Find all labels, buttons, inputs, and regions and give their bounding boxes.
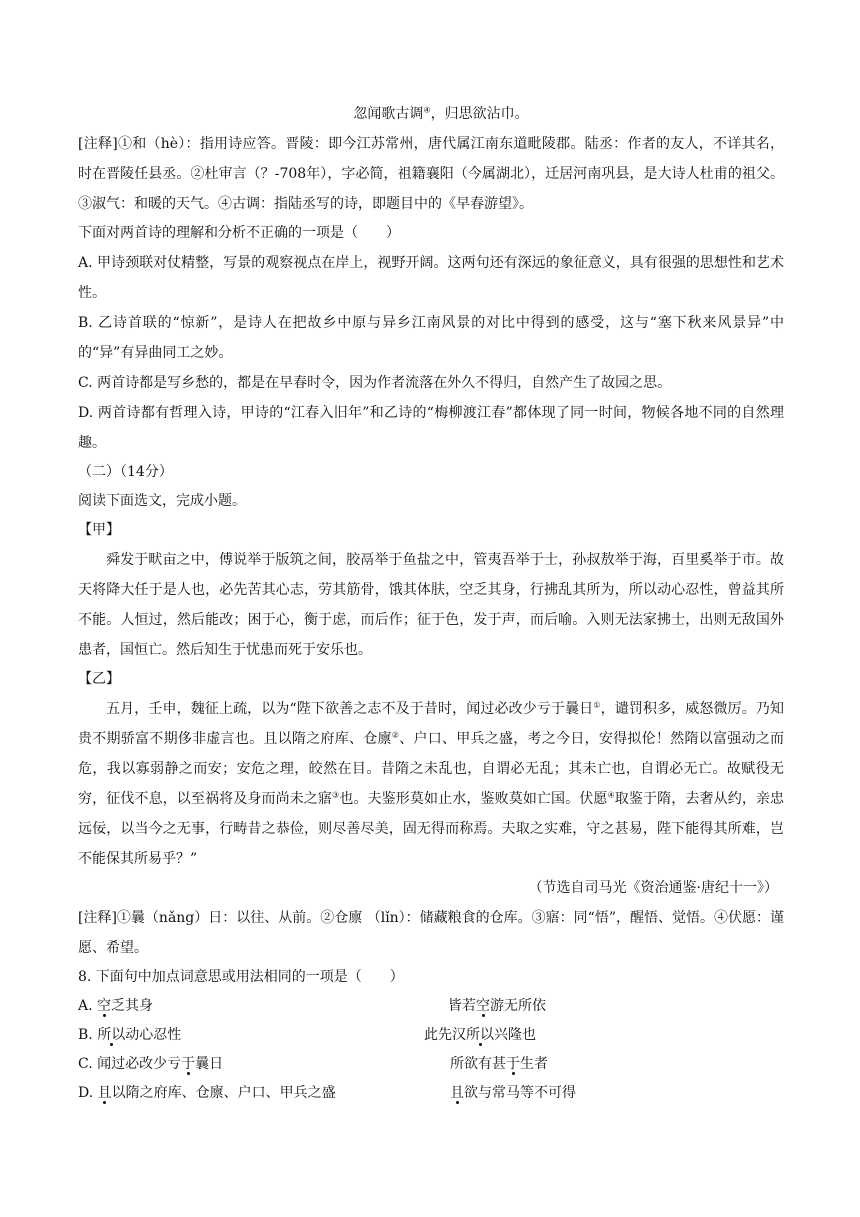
passage-annotation: [注释]①曩（nǎng）日：以往、从前。②仓廪 （lǐn）：储藏粮食的仓库。③寤：同“悟”，醒悟、觉悟。④伏愿：谨愿、希望。 (78, 910, 784, 956)
q8-option-b: B. 所以动心忍性 此先汉所以兴隆也 (78, 1027, 536, 1043)
q8-option-a: A. 空乏其身 皆若空游无所依 (78, 998, 546, 1014)
passage-jia-label: 【甲】 (78, 522, 120, 538)
q8-stem: 8. 下面句中加点词意思或用法相同的一项是（ ） (78, 969, 404, 985)
q7-stem: 下面对两首诗的理解和分析不正确的一项是（ ） (78, 225, 400, 241)
passage-yi-label: 【乙】 (78, 671, 120, 687)
section-heading: （二）（14分） (78, 464, 173, 480)
section-instruction: 阅读下面选文，完成小题。 (78, 493, 246, 509)
q7-option-b: B. 乙诗首联的“惊新”，是诗人在把故乡中原与异乡江南风景的对比中得到的感受，这与“塞下秋来风景异”中的“异”有异曲同工之妙。 (78, 315, 784, 361)
q8-option-c: C. 闻过必改少亏于曩日 所欲有甚于生者 (78, 1056, 548, 1072)
passage-jia-text: 舜发于畎亩之中，傅说举于版筑之间，胶鬲举于鱼盐之中，管夷吾举于士，孙叔敖举于海，百里奚举于市。故天将降大任于是人也，必先苦其心志，劳其筋骨，饿其体肤，空乏其身，行拂乱其所为，所以动心忍性，曾益其所不能。人恒过，然后能改；困于心，衡于虑，而后作；征于色，发于声，而后喻。入则无法家拂士，出则无敌国外患者，国恒亡。然后知生于忧患而死于安乐也。 (78, 552, 784, 658)
page-content (78, 100, 784, 1108)
poem-last-line: 忽闻歌古调④，归思欲沾巾。 (353, 105, 529, 122)
poem-annotation: [注释]①和（hè）：指用诗应答。晋陵：即今江苏常州，唐代属江南东道毗陵郡。陆丞：作者的友人，不详其名，时在晋陵任县丞。②杜审言（？-708年），字必简，祖籍襄阳（今属湖北），迁居河南巩县，是大诗人杜甫的祖父。③淑气：和暖的天气。④古调：指陆丞写的诗，即题目中的《早春游望》。 (78, 136, 784, 212)
q7-option-c: C. 两首诗都是写乡愁的，都是在早春时令，因为作者流落在外久不得归，自然产生了故园之思。 (78, 375, 672, 391)
passage-yi-text: 五月，壬申，魏征上疏，以为“陛下欲善之志不及于昔时，闻过必改少亏于曩日①，谴罚积多，威怒微厉。乃知贵不期骄富不期侈非虚言也。且以隋之府库、仓廪②、户口、甲兵之盛，考之今日，安得拟伦！然隋以富强动之而危，我以寡弱静之而安；安危之理，皎然在目。昔隋之未乱也，自谓必无乱；其未亡也，自谓必无亡。故赋役无穷，征伐不息，以至祸将及身而尚未之寤③也。夫鉴形莫如止水，鉴败莫如亡国。伏愿④取鉴于隋，去奢从约，亲忠远佞，以当今之无事，行畴昔之恭俭，则尽善尽美，固无得而称焉。夫取之实难，守之甚易，陛下能得其所难，岂不能保其所易乎？” (78, 700, 785, 867)
q7-option-d: D. 两首诗都有哲理入诗，甲诗的“江春入旧年”和乙诗的“梅柳渡江春”都体现了同一时间，物候各地不同的自然理趣。 (78, 405, 784, 451)
passage-source: （节选自司马光《资治通鉴·唐纪十一》） (528, 880, 778, 896)
q7-option-a: A. 甲诗颈联对仗精整，写景的观察视点在岸上，视野开阔。这两句还有深远的象征意义，具有很强的思想性和艺术性。 (78, 255, 784, 301)
q8-option-d: D. 且以隋之府库、仓廪、户口、甲兵之盛 且欲与常马等不可得 (78, 1085, 576, 1101)
